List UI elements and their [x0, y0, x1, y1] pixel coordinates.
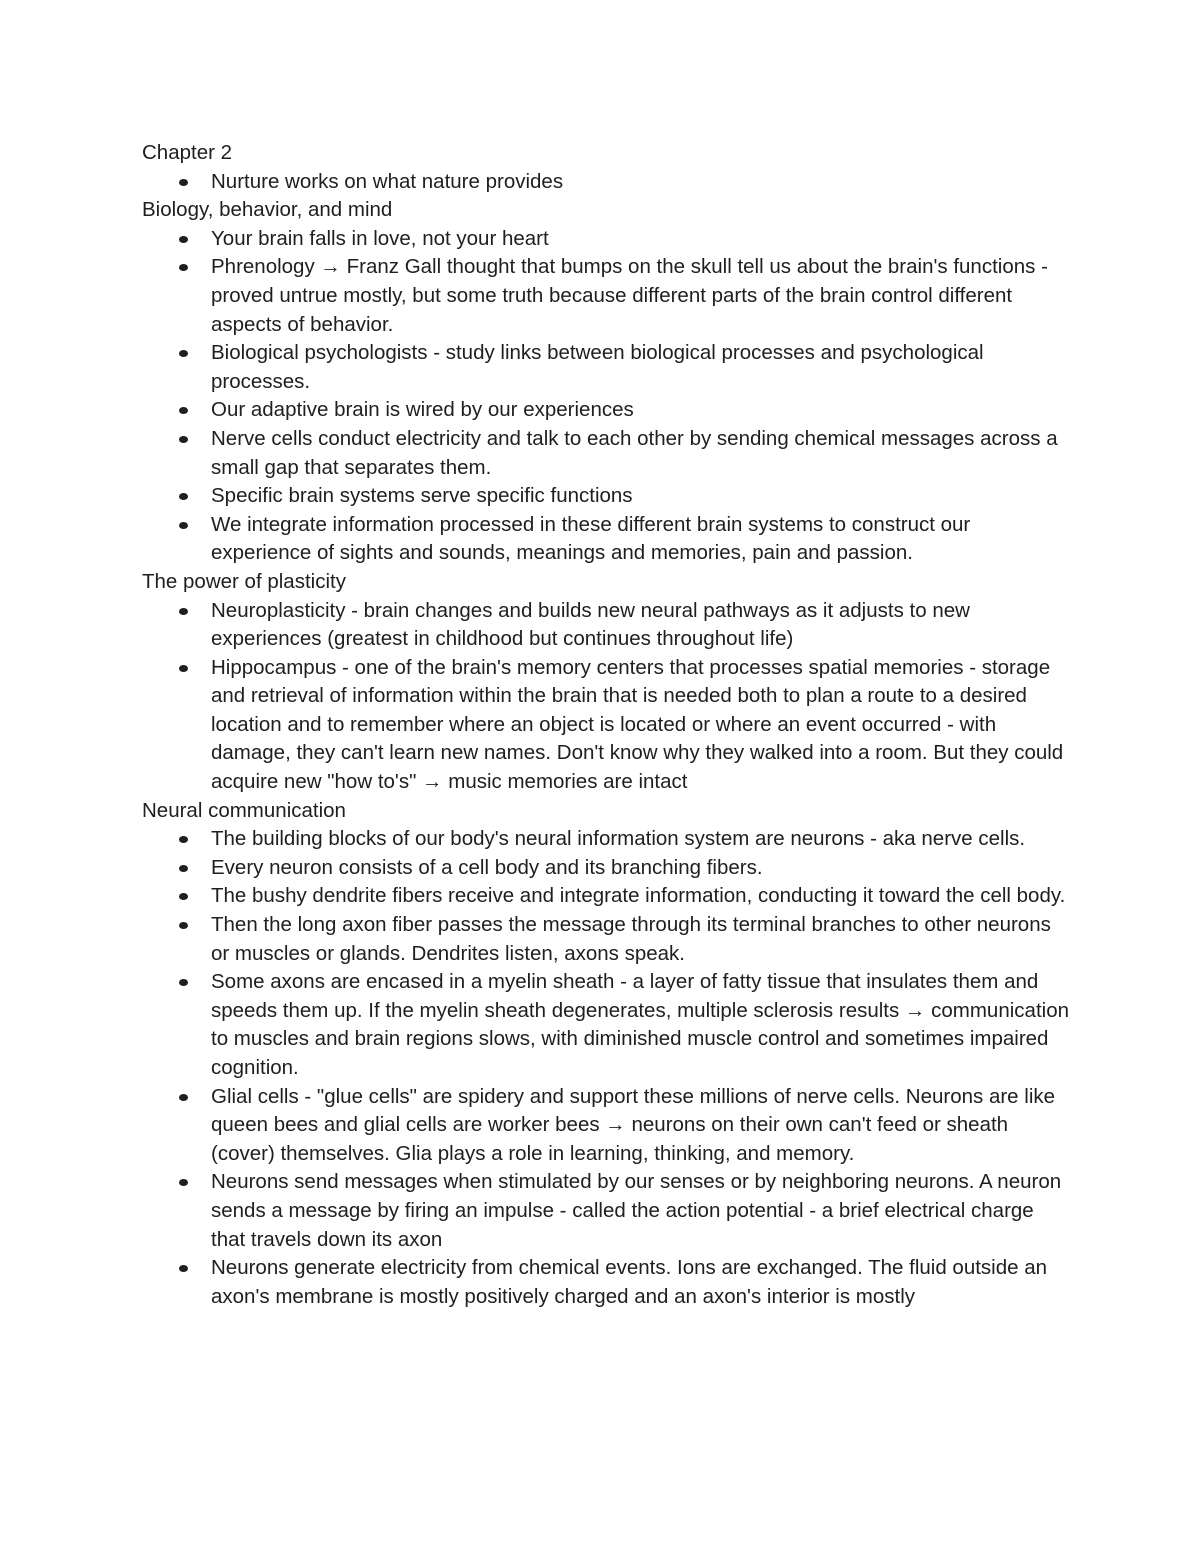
bullet-icon: [179, 1094, 188, 1101]
bullet-list: [142, 825, 1072, 1311]
section-heading: Neural communication: [142, 798, 346, 822]
list-item-text: Our adaptive brain is wired by our experiences: [211, 398, 634, 422]
bullet-icon: [179, 264, 188, 271]
bullet-icon: [179, 1265, 188, 1272]
list-item-text: Neuroplasticity - brain changes and builds new neural pathways as it adjusts to new experiences (greatest in childhood but continues throughout life): [211, 598, 970, 651]
section-heading: Biology, behavior, and mind: [142, 198, 393, 222]
list-item-text: The building blocks of our body's neural information system are neurons - aka nerve cells.: [211, 827, 1026, 851]
bullet-list: [142, 597, 1072, 797]
bullet-icon: [179, 350, 188, 357]
list-item-text: Glial cells - "glue cells" are spidery and support these millions of nerve cells. Neurons are like queen bees and glial cells are worker bees → neurons on their own can't feed or sheath (cover) themselves. Glia plays a role in learning, thinking, and memory.: [211, 1084, 1056, 1165]
section-biology-behavior-mind: [142, 196, 1072, 568]
list-item-text: Neurons send messages when stimulated by our senses or by neighboring neurons. A neuron sends a message by firing an impulse - called the action potential - a brief electrical charge that travels down its axon: [211, 1170, 1062, 1251]
list-item: [142, 253, 1072, 339]
list-item: [142, 654, 1072, 797]
bullet-icon: [179, 979, 188, 986]
list-item: [142, 339, 1072, 396]
section-heading: The power of plasticity: [142, 569, 346, 593]
section-power-of-plasticity: [142, 568, 1072, 797]
list-item: [142, 911, 1072, 968]
bullet-icon: [179, 179, 188, 186]
list-item-text: Specific brain systems serve specific functions: [211, 484, 633, 508]
list-item-text: Then the long axon fiber passes the message through its terminal branches to other neurons or muscles or glands. Dendrites listen, axons speak.: [211, 913, 1051, 965]
bullet-icon: [179, 493, 188, 500]
bullet-list: [142, 168, 1072, 197]
list-item: [142, 225, 1072, 254]
bullet-icon: [179, 608, 188, 615]
list-item: [142, 1254, 1072, 1311]
bullet-icon: [179, 407, 188, 414]
list-item: [142, 396, 1072, 425]
list-item-text: Your brain falls in love, not your heart: [211, 226, 549, 250]
list-item: [142, 597, 1072, 654]
bullet-icon: [179, 922, 188, 929]
bullet-list: [142, 225, 1072, 568]
list-item-text: Biological psychologists - study links between biological processes and psychological processes.: [211, 341, 984, 393]
list-item-text: We integrate information processed in these different brain systems to construct our experience of sights and sounds, meanings and memories, pain and passion.: [211, 512, 971, 565]
list-item: [142, 882, 1072, 911]
bullet-icon: [179, 865, 188, 872]
list-item-text: Hippocampus - one of the brain's memory centers that processes spatial memories - storage and retrieval of information within the brain that is needed both to plan a route to a desired location and to remember where an object is located or where an event occurred - with damage, they can't learn new names. Don't know why they walked into a room. But they could acquire new "how to's" → music memories are intact: [211, 655, 1064, 794]
bullet-icon: [179, 522, 188, 529]
bullet-icon: [179, 893, 188, 900]
list-item: [142, 854, 1072, 883]
list-item-text: Nurture works on what nature provides: [211, 169, 564, 193]
list-item: [142, 511, 1072, 568]
section-neural-communication: [142, 797, 1072, 1312]
bullet-icon: [179, 436, 188, 443]
list-item: [142, 1168, 1072, 1254]
bullet-icon: [179, 236, 188, 243]
list-item-text: Some axons are encased in a myelin sheath - a layer of fatty tissue that insulates them and speeds them up. If the myelin sheath degenerates, multiple sclerosis results → communication to muscles and brain regions slows, with diminished muscle control and sometimes impaired cognition.: [211, 970, 1069, 1079]
list-item-text: Every neuron consists of a cell body and its branching fibers.: [211, 855, 763, 879]
section-chapter-2: [142, 139, 1072, 196]
bullet-icon: [179, 1179, 188, 1186]
section-heading: Chapter 2: [142, 141, 233, 164]
list-item: [142, 1083, 1072, 1169]
list-item-text: Phrenology → Franz Gall thought that bumps on the skull tell us about the brain's functions - proved untrue mostly, but some truth because different parts of the brain control different aspects of behavior.: [211, 255, 1048, 336]
list-item-text: Nerve cells conduct electricity and talk to each other by sending chemical messages across a small gap that separates them.: [211, 426, 1058, 479]
list-item: [142, 168, 1072, 197]
bullet-icon: [179, 836, 188, 843]
list-item: [142, 825, 1072, 854]
list-item-text: The bushy dendrite fibers receive and integrate information, conducting it toward the cell body.: [211, 884, 1066, 908]
list-item-text: Neurons generate electricity from chemical events. Ions are exchanged. The fluid outside an axon's membrane is mostly positively charged and an axon's interior is mostly: [211, 1256, 1048, 1308]
document-page: [142, 139, 1072, 1311]
bullet-icon: [179, 665, 188, 672]
list-item: [142, 425, 1072, 482]
list-item: [142, 968, 1072, 1082]
list-item: [142, 482, 1072, 511]
